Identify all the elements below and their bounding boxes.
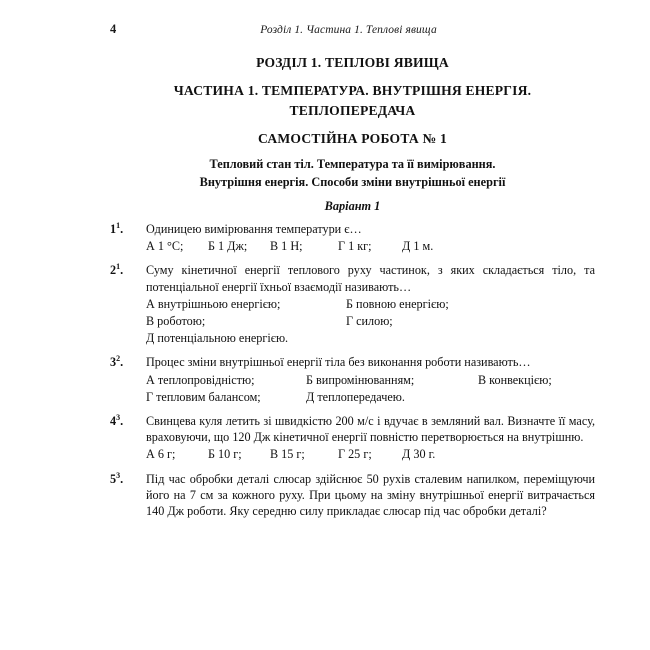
answer-option: Г силою;	[346, 313, 393, 328]
variant-heading: Варіант 1	[324, 198, 381, 213]
question-text: Процес зміни внутрішньої енергії тіла без виконання роботи називають…	[146, 355, 531, 370]
running-head-title: Розділ 1. Частина 1. Теплові явища	[260, 24, 437, 36]
answer-option: Б повною енергією;	[346, 296, 449, 311]
answer-option: А теплопровідністю;	[146, 372, 255, 387]
question-number: $4^3$.	[110, 413, 124, 429]
question-text: Одиницею вимірювання температури є…	[146, 221, 362, 236]
answer-option: Б випромінюванням;	[306, 372, 415, 387]
work-heading: САМОСТІЙНА РОБОТА № 1	[258, 130, 447, 146]
answer-option: Г 25 г;	[338, 447, 372, 462]
answer-row	[146, 372, 608, 388]
answer-option: Д 1 м.	[402, 239, 434, 254]
question-item	[110, 262, 595, 346]
answer-row	[146, 313, 595, 329]
answer-option: Б 10 г;	[208, 447, 242, 462]
question-number: $2^1$.	[110, 262, 124, 278]
question-item	[110, 413, 595, 463]
answer-option: В роботою;	[146, 313, 206, 328]
answer-option: А 6 г;	[146, 447, 176, 462]
question-number: $1^1$.	[110, 220, 124, 236]
answer-option: В 15 г;	[270, 447, 305, 462]
chapter-heading: РОЗДІЛ 1. ТЕПЛОВІ ЯВИЩА	[256, 55, 449, 70]
question-text: Свинцева куля летить зі швидкістю 200 м/с і вдучає в земляний вал. Визначте її масу, враховуючи, що 120 Дж кінетичної енергії повністю перетворюється на внутрішню.	[146, 414, 595, 445]
question-text: Суму кінетичної енергії теплового руху частинок, з яких складається тіло, та потенціальної енергії їхньої взаємодії називають…	[146, 263, 595, 294]
topic-heading-line2: Внутрішня енергія. Способи зміни внутрішньої енергії	[199, 175, 506, 190]
answer-option: Д 30 г.	[402, 447, 436, 462]
answer-option: В конвекцією;	[478, 372, 552, 387]
answer-option: В 1 Н;	[270, 239, 303, 254]
answer-row	[146, 238, 595, 254]
running-head	[110, 22, 595, 37]
answer-option: Г тепловим балансом;	[146, 389, 261, 404]
topic-heading	[110, 156, 595, 192]
question-body	[146, 354, 608, 405]
question-body	[146, 221, 595, 254]
answer-option: А 1 °C;	[146, 239, 184, 254]
answer-row	[146, 389, 608, 405]
page-number: 4	[110, 22, 117, 36]
answer-row	[146, 330, 595, 346]
answer-row	[146, 446, 595, 462]
question-item	[110, 221, 595, 254]
answer-option: Д теплопередачею.	[306, 389, 405, 404]
question-text: Під час обробки деталі слюсар здійснює 50 рухів сталевим напилком, переміщуючи його на 7 см за кожного руху. При цьому на зміну внутрішньої енергії витрачається 140 Дж роботи. Яку середню силу прикладає слюсар під час обробки деталі?	[146, 471, 595, 519]
question-item	[110, 354, 595, 405]
answer-option: А внутрішньою енергією;	[146, 296, 281, 311]
answer-option: Б 1 Дж;	[208, 239, 248, 254]
topic-heading-line1: Тепловий стан тіл. Температура та її вимірювання.	[209, 157, 496, 172]
question-body	[146, 413, 595, 463]
answer-option: Д потенціальною енергією.	[146, 331, 289, 346]
part-heading-line2: ТЕПЛОПЕРЕДАЧА	[289, 102, 416, 118]
answer-row	[146, 296, 595, 312]
question-body	[146, 262, 595, 346]
question-item	[110, 471, 595, 521]
part-heading-line1: ЧАСТИНА 1. ТЕМПЕРАТУРА. ВНУТРІШНЯ ЕНЕРГІЯ.	[173, 83, 532, 99]
question-number: $5^3$.	[110, 470, 124, 486]
question-body	[146, 471, 595, 521]
answer-option: Г 1 кг;	[338, 239, 372, 254]
part-heading	[110, 81, 595, 120]
question-number: $3^2$.	[110, 354, 124, 370]
